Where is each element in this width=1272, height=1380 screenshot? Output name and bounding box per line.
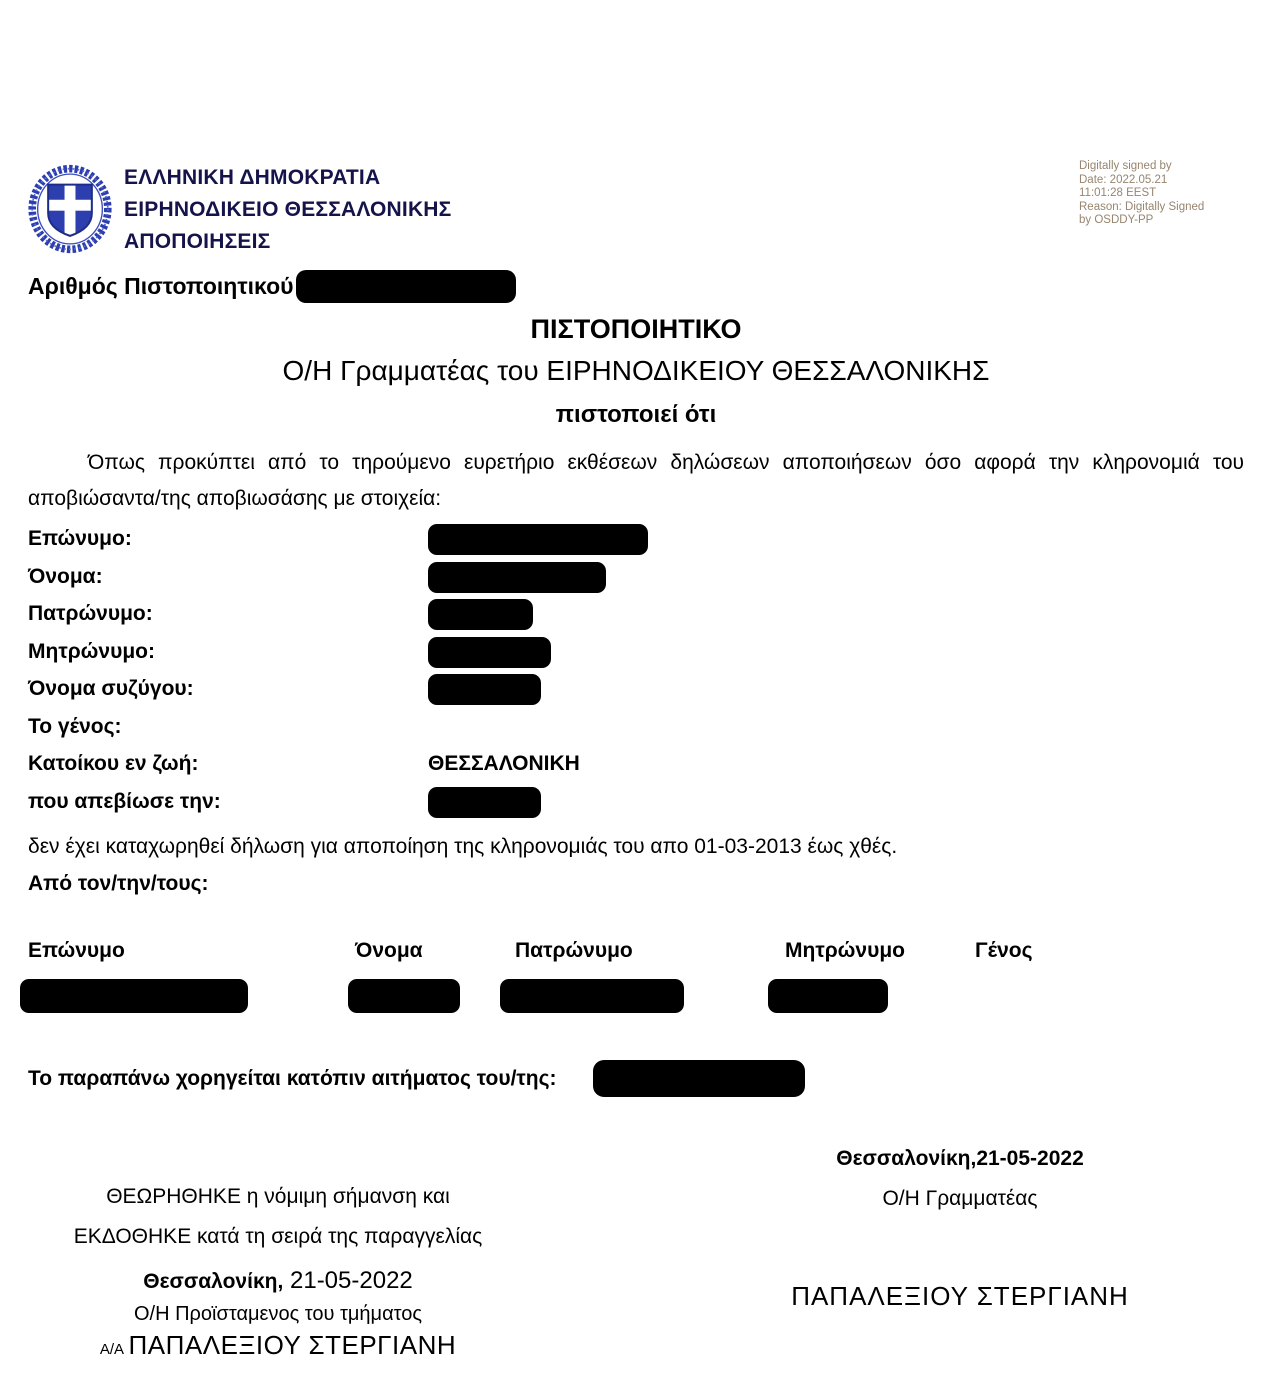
- redaction-bar: [428, 787, 541, 818]
- field-label: Κατοίκου εν ζωή:: [28, 752, 199, 775]
- intro-paragraph: Όπως προκύπτει από το τηρούμενο ευρετήριο εκθέσεων δηλώσεων αποποιήσεων όσο αφορά την κληρονομιά του αποβιώσαντα/της αποβιωσάσης με στοιχεία:: [28, 451, 1244, 510]
- digital-signature-stamp: [1079, 158, 1244, 228]
- deceased-fields: [28, 523, 1244, 823]
- redaction-bar: [428, 562, 606, 593]
- field-label: Επώνυμο:: [28, 527, 132, 550]
- redaction-bar: [500, 979, 684, 1013]
- redaction-bar: [428, 524, 648, 555]
- certifies-line: πιστοποιεί ότι: [555, 401, 717, 428]
- field-row-firstname: [28, 561, 1244, 599]
- redaction-bar: [296, 270, 516, 303]
- field-value: ΘΕΣΣΑΛΟΝΙΚΗ: [428, 752, 580, 775]
- field-label: που απεβίωσε την:: [28, 789, 221, 813]
- column-header-mothername: Μητρώνυμο: [785, 939, 906, 962]
- declarants-table: [28, 939, 1244, 1055]
- redaction-bar: [593, 1060, 805, 1097]
- field-label: Όνομα:: [28, 564, 103, 588]
- redaction-bar: [428, 599, 533, 630]
- acting-as-label: Α/Α: [99, 1341, 125, 1358]
- column-header-maidenname: Γένος: [975, 939, 1033, 962]
- verification-note-line: ΘΕΩΡΗΘΗΚΕ η νόμιμη σήμανση και: [106, 1185, 450, 1208]
- secretary-name: ΠΑΠΑΛΕΞΙΟΥ ΣΤΕΡΓΙΑΝΗ: [791, 1281, 1129, 1311]
- place: Θεσσαλονίκη,: [143, 1270, 284, 1293]
- issuer-department: ΑΠΟΠΟΙΗΣΕΙΣ: [124, 230, 271, 253]
- signature-area: [28, 1103, 1244, 1380]
- from-whom-label: Από τον/την/τους:: [28, 872, 209, 895]
- issuer-court: ΕΙΡΗΝΟΔΙΚΕΙΟ ΘΕΣΣΑΛΟΝΙΚΗΣ: [124, 198, 452, 221]
- digital-signature-line: Digitally signed by: [1079, 160, 1172, 172]
- department-head-name: ΠΑΠΑΛΕΞΙΟΥ ΣΤΕΡΓΙΑΝΗ: [128, 1330, 457, 1360]
- column-header-firstname: Όνομα: [355, 939, 423, 962]
- secretary-signature-block: [740, 1147, 1180, 1211]
- place-date: Θεσσαλονίκη,21-05-2022: [836, 1147, 1084, 1170]
- digital-signature-line: Date: 2022.05.21: [1079, 173, 1168, 186]
- issuer-block: [124, 158, 451, 258]
- greek-coat-of-arms-icon: [28, 164, 112, 254]
- verification-note: [28, 1177, 528, 1257]
- issuer-country: ΕΛΛΗΝΙΚΗ ΔΗΜΟΚΡΑΤΙΑ: [124, 166, 381, 189]
- field-row-maidenname: [28, 711, 1244, 749]
- field-row-fathername: [28, 598, 1244, 636]
- column-header-fathername: Πατρώνυμο: [515, 939, 633, 962]
- field-label: Το γένος:: [28, 714, 122, 738]
- document-title: ΠΙΣΤΟΠΟΙΗΤΙΚΟ: [530, 314, 742, 344]
- field-row-mothername: [28, 636, 1244, 674]
- digital-signature-line: Reason: Digitally Signed: [1079, 200, 1205, 213]
- field-row-deathdate: [28, 786, 1244, 824]
- redaction-bar: [348, 979, 460, 1013]
- document-header: [28, 158, 1244, 258]
- no-renunciation-statement: δεν έχει καταχωρηθεί δήλωση για αποποίηση της κληρονομιάς του απο 01-03-2013 έως χθές.: [28, 835, 898, 858]
- certificate-number-row: [28, 268, 1244, 304]
- field-label: Πατρώνυμο:: [28, 602, 153, 625]
- request-row: [28, 1059, 1244, 1103]
- digital-signature-line: by OSDDY-PP: [1079, 214, 1154, 226]
- redaction-bar: [20, 979, 248, 1013]
- field-label: Όνομα συζύγου:: [28, 677, 194, 700]
- column-header-surname: Επώνυμο: [28, 939, 125, 962]
- department-head-signature-block: [58, 1267, 498, 1361]
- field-label: Μητρώνυμο:: [28, 639, 155, 663]
- certificate-number-label: Αριθμός Πιστοποιητικού: [28, 272, 294, 299]
- field-row-residence: [28, 748, 1244, 786]
- redaction-bar: [768, 979, 888, 1013]
- department-head-role: Ο/Η Προϊσταμενος του τμήματος: [133, 1303, 423, 1325]
- request-label: Το παραπάνω χορηγείται κατόπιν αιτήματος του/της:: [28, 1067, 557, 1090]
- date: 21-05-2022: [283, 1267, 413, 1294]
- redaction-bar: [428, 674, 541, 705]
- verification-note-line: ΕΚΔΟΘΗΚΕ κατά τη σειρά της παραγγελίας: [73, 1225, 483, 1248]
- secretary-role: Ο/Η Γραμματέας: [882, 1187, 1038, 1210]
- digital-signature-line: 11:01:28 EEST: [1079, 187, 1157, 199]
- field-row-spousename: [28, 673, 1244, 711]
- document-subtitle: Ο/Η Γραμματέας του ΕΙΡΗΝΟΔΙΚΕΙΟΥ ΘΕΣΣΑΛΟΝΙΚΗΣ: [282, 355, 990, 386]
- redaction-bar: [428, 637, 551, 668]
- field-row-surname: [28, 523, 1244, 561]
